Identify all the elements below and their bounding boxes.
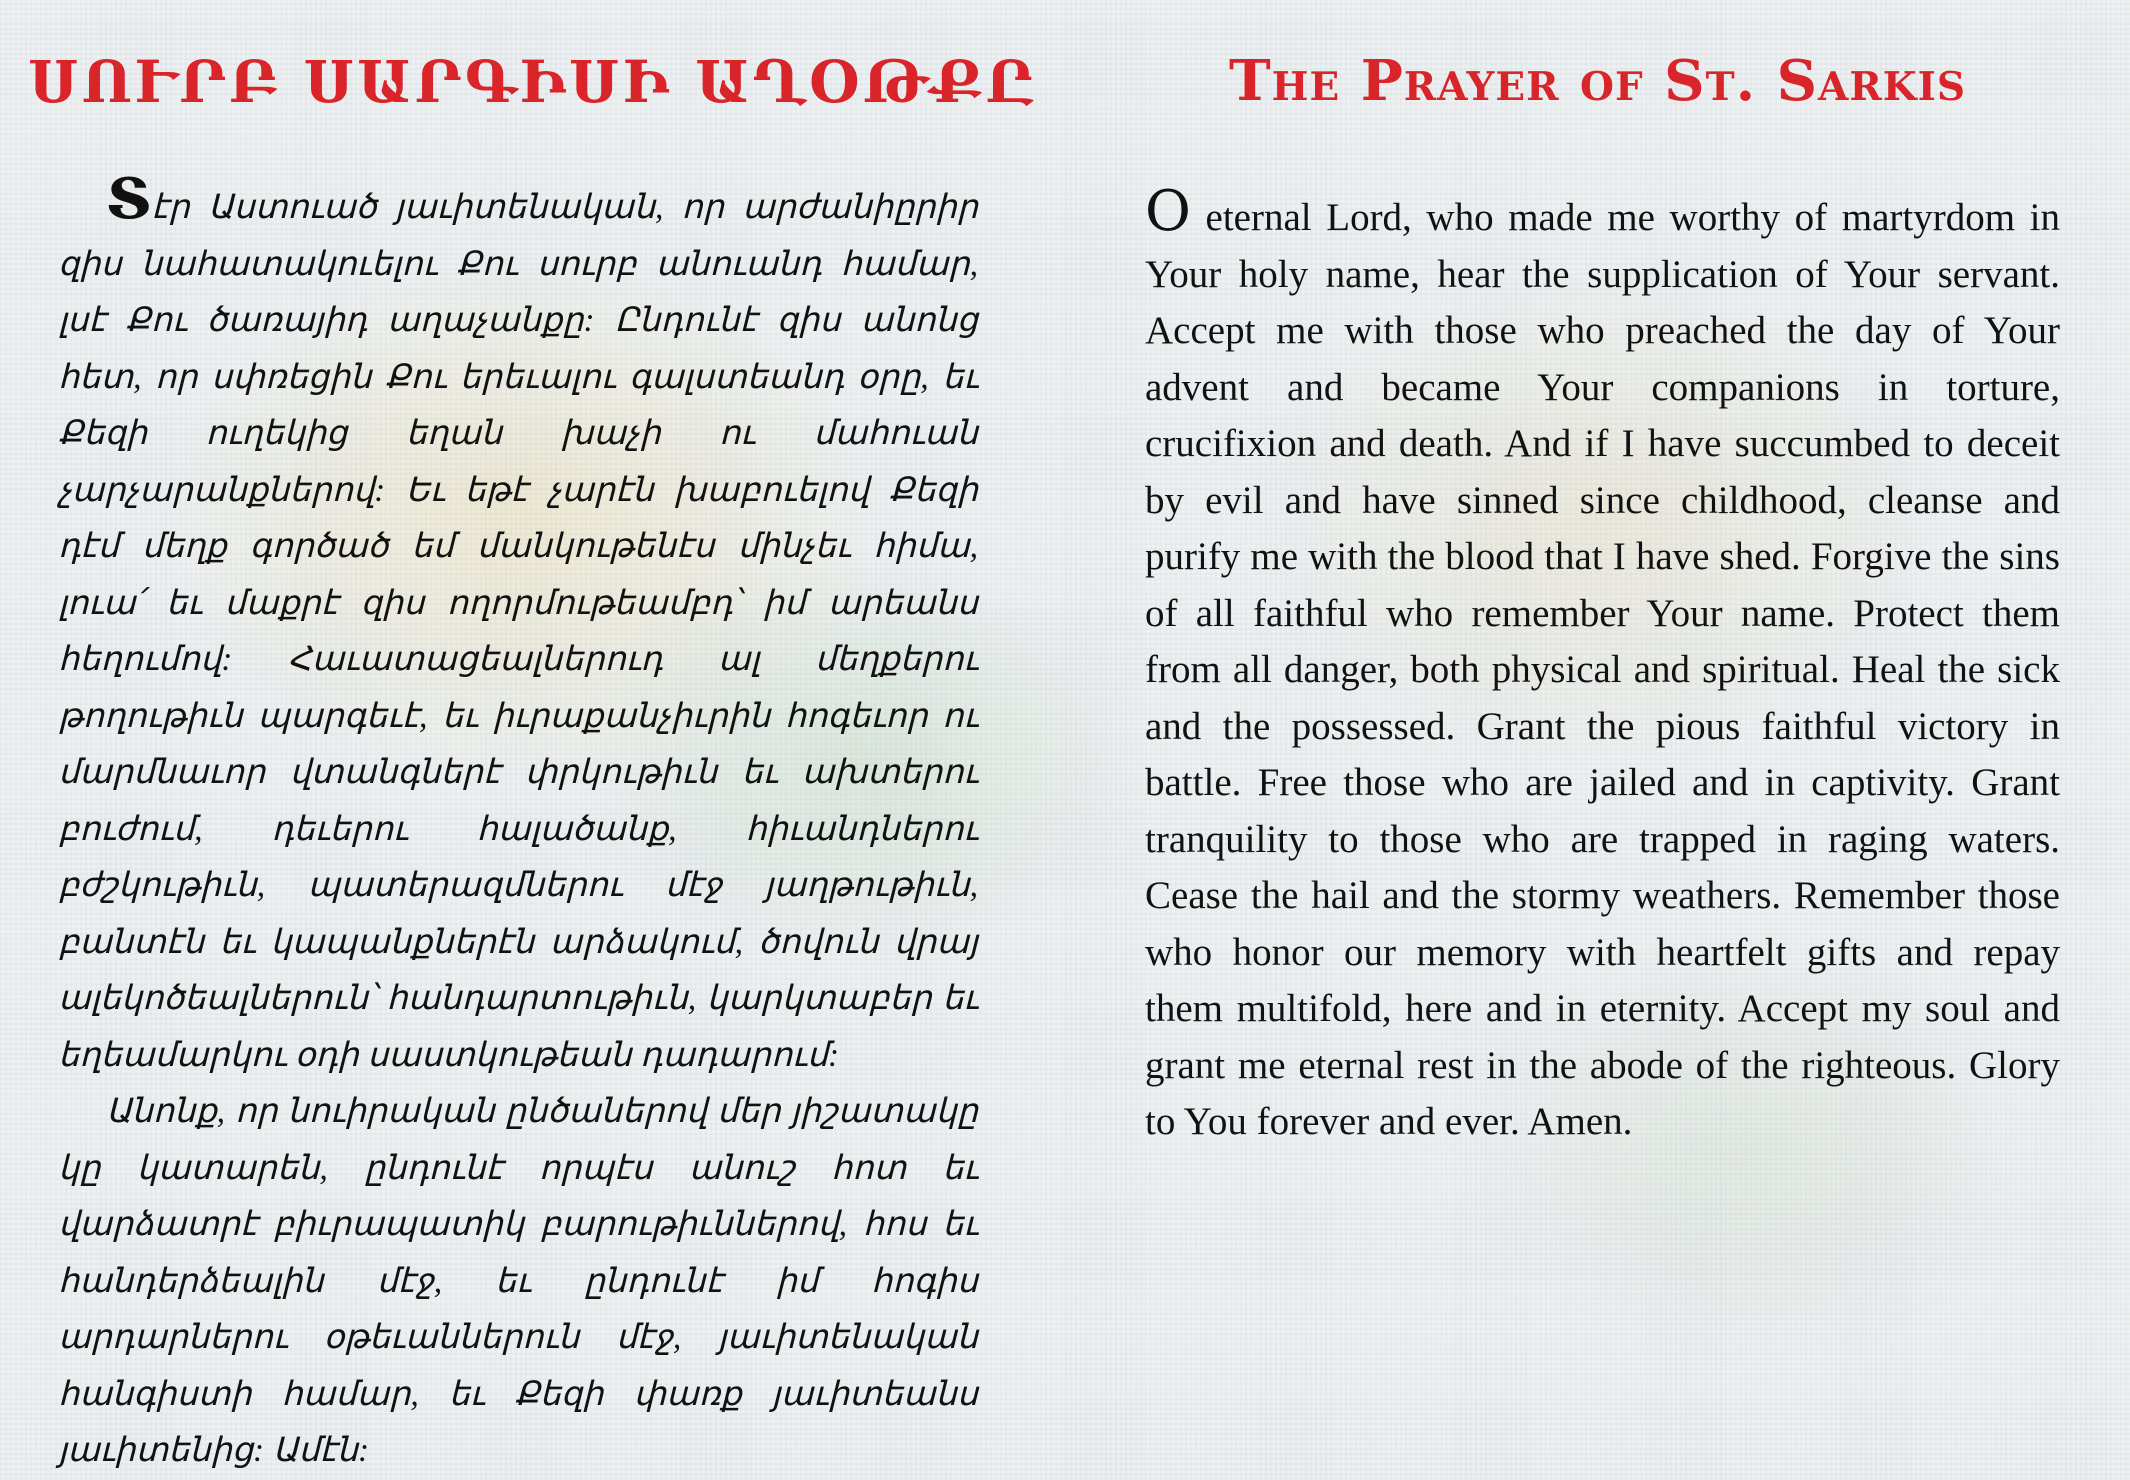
armenian-page: [0, 0, 1065, 1469]
armenian-dropcap: Տ: [106, 166, 152, 232]
armenian-prayer-text: [58, 166, 978, 1480]
armenian-paragraph-1: [58, 166, 978, 1084]
armenian-title: ՍՈՒՐԲ ՍԱՐԳԻՍԻ ԱՂՕԹՔԸ: [28, 48, 1037, 116]
english-prayer-text: [1145, 179, 2060, 1151]
english-paragraph-text: eternal Lord, who made me worthy of martyrdom in Your holy name, hear the supplication of Your servant. Accept me with those who preached the day of Your advent and became Your companions in torture, crucifixion and death. And if I have succumbed to deceit by evil and have sinned since childhood, cleanse and purify me with the blood that I have shed. Forgive the sins of all faithful who remember Your name. Protect them from all danger, both physical and spiritual. Heal the sick and the possessed. Grant the pious faithful victory in battle. Free those who are jailed and in captivity. Grant tranquility to those who are trapped in raging waters. Cease the hail and the stormy weathers. Remember those who honor our memory with heartfelt gifts and repay them multifold, here and in eternity. Accept my soul and grant me eternal rest in the abode of the righteous. Glory to You forever and ever. Amen.: [1145, 196, 2060, 1143]
english-dropcap: O: [1145, 179, 1191, 244]
english-paragraph: [1145, 179, 2060, 1151]
armenian-paragraph-2: Անոնք, որ նուիրական ընծաներով մեր յիշատակը կը կատարեն, ընդունէ որպէս անուշ հոտ եւ վարձատրէ բիւրապատիկ բարութիւններով, հոս եւ հանդերձեալին մէջ, եւ ընդունէ իմ հոգիս արդարներու օթեւաններուն մէջ, յաւիտենական հանգիստի համար, եւ Քեզի փառք յաւիտեանս յաւիտենից: Ամէն:: [58, 1093, 978, 1469]
armenian-paragraph-1-text: էր Աստուած յաւիտենական, որ արժանիըրիր զիս նահատակուելու Քու սուրբ անուանդ համար, լսէ Քու ծառայիդ աղաչանքը: Ընդունէ զիս անոնց հետ, որ սփռեցին Քու երեւալու գալստեանդ օրը, եւ Քեզի ուղեկից եղան խաչի ու մահուան չարչարանքներով: Եւ եթէ չարէն խաբուելով Քեզի դէմ մեղք գործած եմ մանկութենէս մինչեւ հիմա, լուա՛ եւ մաքրէ զիս ողորմութեամբդ՝ իմ արեանս հեղումով: Հաւատացեալներուդ ալ մեղքերու թողութիւն պարգեւէ, եւ իւրաքանչիւրին հոգեւոր ու մարմնաւոր վտանգներէ փրկութիւն եւ ախտերու բուժում, դեւերու հալածանք, հիւանդներու բժշկութիւն, պատերազմներու մէջ յաղթութիւն, բանտէն եւ կապանքներէն արձակում, ծովուն վրայ ալեկոծեալներուն՝ հանդարտութիւն, կարկտաբեր եւ եղեամարկու օդի սաստկութեան դադարում:: [58, 189, 978, 1074]
english-title: The Prayer of St. Sarkis: [1228, 48, 1967, 114]
english-page: [1065, 0, 2130, 1380]
